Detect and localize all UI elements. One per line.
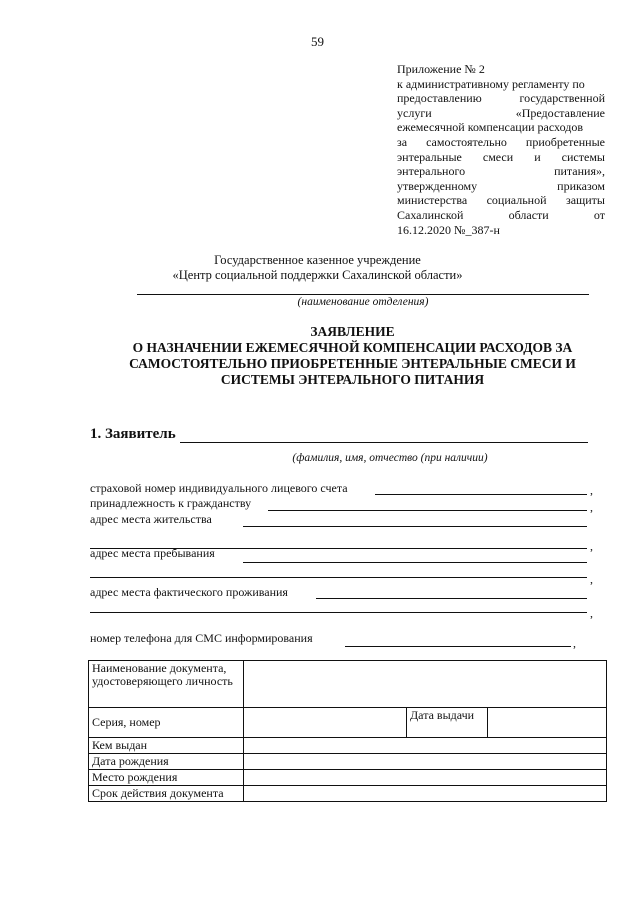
series-number-label: Серия, номер (89, 708, 244, 738)
appendix-block (397, 62, 605, 237)
appendix-word: предоставлению (397, 91, 482, 106)
appendix-line: к административному регламенту по (397, 76, 585, 91)
applicant-name-hint: (фамилия, имя, отчество (при наличии) (292, 452, 488, 464)
section-heading-applicant: 1. Заявитель (90, 426, 176, 442)
stay-field-line[interactable] (243, 562, 587, 563)
issue-date-input[interactable] (488, 708, 607, 738)
table-row (89, 708, 607, 738)
stay-label: адрес места пребывания (90, 546, 215, 560)
series-number-input[interactable] (244, 708, 407, 738)
table-row (89, 754, 607, 770)
actual-address-label: адрес места фактического проживания (90, 585, 288, 599)
phone-field-line[interactable] (345, 646, 571, 647)
issue-date-label: Дата выдачи (407, 708, 488, 738)
doc-name-input[interactable] (244, 661, 607, 708)
issued-by-input[interactable] (244, 738, 607, 754)
appendix-line: ежемесячной компенсации расходов (397, 120, 584, 135)
appendix-word: министерства (397, 193, 468, 208)
issued-by-label: Кем выдан (89, 738, 244, 754)
appendix-word: за (397, 134, 408, 149)
appendix-line (397, 164, 605, 179)
actual-address-field-line-2[interactable] (90, 612, 587, 613)
appendix-word: приказом (557, 178, 605, 193)
appendix-word: самостоятельно (426, 134, 507, 149)
department-hint: (наименование отделения) (297, 296, 429, 308)
appendix-word: «Предоставление (515, 105, 605, 120)
form-title: ЗАЯВЛЕНИЕ (310, 324, 395, 339)
appendix-word: энтерального (397, 164, 466, 179)
appendix-word: и (534, 149, 541, 164)
appendix-word: от (593, 207, 605, 222)
appendix-word: системы (561, 149, 605, 164)
birth-place-label: Место рождения (89, 770, 244, 786)
birth-date-label: Дата рождения (89, 754, 244, 770)
appendix-line (397, 106, 605, 121)
appendix-line (397, 91, 605, 106)
citizenship-field-line[interactable] (268, 510, 587, 511)
appendix-word: государственной (519, 91, 605, 106)
snils-field-line[interactable] (375, 494, 587, 495)
validity-label: Срок действия документа (89, 786, 244, 802)
residence-comma: , (590, 539, 593, 553)
birth-place-input[interactable] (244, 770, 607, 786)
table-row (89, 661, 607, 708)
appendix-word: защиты (565, 193, 605, 208)
appendix-line (397, 193, 605, 208)
appendix-word: питания», (554, 164, 605, 179)
appendix-title: Приложение № 2 (397, 62, 485, 76)
appendix-word: утвержденному (397, 178, 478, 193)
appendix-line (397, 208, 605, 223)
table-row (89, 738, 607, 754)
doc-name-label: Наименование документа, удостоверяющего личность (89, 661, 244, 708)
applicant-name-field-line[interactable] (180, 442, 588, 443)
form-subtitle-line: О НАЗНАЧЕНИИ ЕЖЕМЕСЯЧНОЙ КОМПЕНСАЦИИ РАСХОДОВ ЗА (132, 340, 573, 355)
appendix-line (397, 150, 605, 165)
table-row (89, 786, 607, 802)
phone-label: номер телефона для СМС информирования (90, 631, 313, 645)
form-subtitle-line: СИСТЕМЫ ЭНТЕРАЛЬНОГО ПИТАНИЯ (220, 372, 485, 387)
appendix-word: услуги (397, 105, 432, 120)
birth-date-input[interactable] (244, 754, 607, 770)
appendix-word: Сахалинской (397, 207, 464, 222)
citizenship-comma: , (590, 500, 593, 514)
residence-label: адрес места жительства (90, 512, 212, 526)
validity-input[interactable] (244, 786, 607, 802)
appendix-word: энтеральные (397, 149, 462, 164)
citizenship-label: принадлежность к гражданству (90, 496, 252, 510)
org-name-line1: Государственное казенное учреждение (214, 253, 421, 267)
stay-comma: , (590, 572, 593, 586)
form-subtitle-line: САМОСТОЯТЕЛЬНО ПРИОБРЕТЕННЫЕ ЭНТЕРАЛЬНЫЕ СМЕСИ И (129, 356, 576, 371)
actual-address-comma: , (590, 606, 593, 620)
snils-label: страховой номер индивидуального лицевого счета (90, 481, 348, 495)
appendix-line: 16.12.2020 №_387-н (397, 222, 500, 237)
stay-field-line-2[interactable] (90, 577, 587, 578)
appendix-word: области (508, 207, 549, 222)
appendix-word: смеси (482, 149, 514, 164)
appendix-line (397, 179, 605, 194)
appendix-word: приобретенные (525, 134, 605, 149)
snils-comma: , (590, 483, 593, 497)
department-field-line[interactable] (137, 294, 589, 295)
appendix-word: социальной (486, 193, 547, 208)
residence-field-line[interactable] (243, 526, 587, 527)
phone-comma: , (573, 636, 576, 650)
actual-address-field-line[interactable] (316, 598, 587, 599)
org-name-line2: «Центр социальной поддержки Сахалинской области» (172, 268, 463, 282)
table-row (89, 770, 607, 786)
page-number: 59 (311, 34, 324, 49)
identity-document-table (88, 660, 607, 802)
appendix-line (397, 135, 605, 150)
